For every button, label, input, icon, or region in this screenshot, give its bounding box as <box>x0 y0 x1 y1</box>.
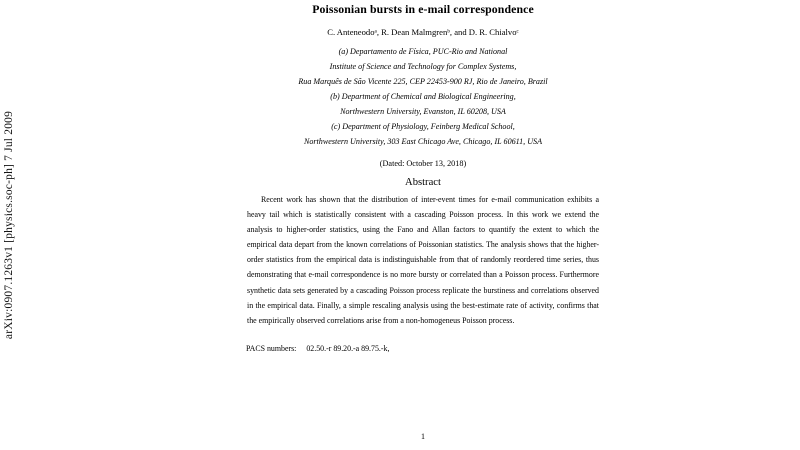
affiliation-line: (a) Departamento de Física, PUC-Rio and National <box>338 46 508 56</box>
affiliation-line: Northwestern University, Evanston, IL 60208, USA <box>340 107 506 117</box>
pacs-numbers <box>246 344 600 353</box>
abstract-text <box>247 192 599 329</box>
pacs-label: PACS numbers: <box>246 344 297 354</box>
abstract-paragraph: Recent work has shown that the distribution of inter-event times for e-mail communication exhibits a heavy tail which is statistically consistent with a cascading Poisson process. In this work we extend the analysis to higher-order statistics, using the Fano and Allan factors to quantify the extent to which the empirical data depart from the known correlations of Poissonian statistics. The analysis shows that the higher-order statistics from the empirical data is indistinguishable from that of randomly reordered time series, thus demonstrating that e-mail correspondence is no more bursty or correlated than a Poisson process. Furthermore synthetic data sets generated by a cascading Poisson process replicate the burstiness and correlations observed in the empirical data. Finally, a simple rescaling analysis using the best-estimate rate of activity, confirms that the empirically observed correlations arise from a non-homogeneus Poisson process. <box>247 194 599 325</box>
abstract-heading: Abstract <box>405 176 441 188</box>
affiliation-line: (c) Department of Physiology, Feinberg Medical School, <box>331 122 515 132</box>
affiliation-line: Northwestern University, 303 East Chicago Ave, Chicago, IL 60611, USA <box>303 137 543 147</box>
date-line: (Dated: October 13, 2018) <box>379 158 467 168</box>
page-title: Poissonian bursts in e-mail correspondence <box>312 2 534 16</box>
paper-page <box>246 0 600 450</box>
arxiv-identifier-stamp: arXiv:0907.1263v1 [physics.soc-ph] 7 Jul 2009 <box>3 110 15 340</box>
author-list: C. Anteneodoᵃ, R. Dean Malmgrenᵇ, and D. R. Chialvoᶜ <box>327 27 519 38</box>
affiliation-block <box>246 46 600 149</box>
affiliation-line: Rua Marquês de São Vicente 225, CEP 22453-900 RJ, Rio de Janeiro, Brazil <box>298 76 548 86</box>
pacs-values: 02.50.-r 89.20.-a 89.75.-k, <box>306 344 390 354</box>
page-number: 1 <box>421 432 425 441</box>
affiliation-line: Institute of Science and Technology for Complex Systems, <box>329 61 517 71</box>
affiliation-line: (b) Department of Chemical and Biological Engineering, <box>330 91 516 101</box>
